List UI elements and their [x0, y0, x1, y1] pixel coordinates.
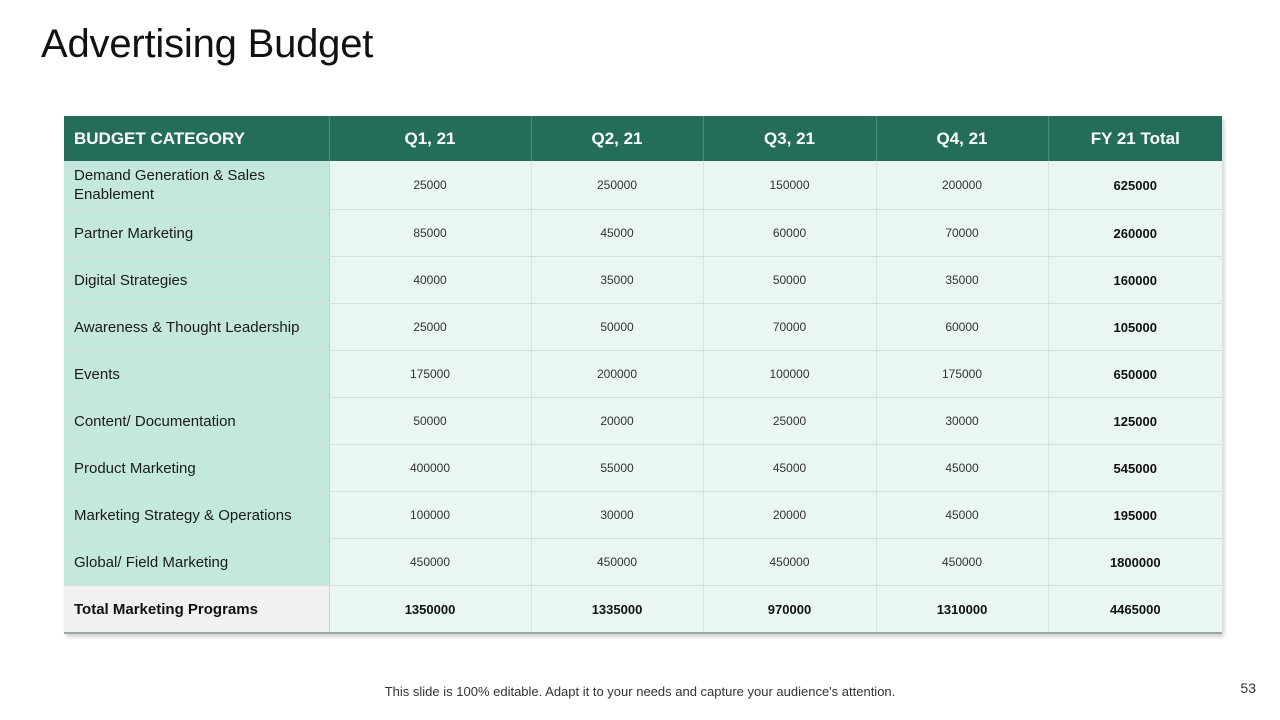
cell-q4: 200000: [876, 161, 1048, 210]
header-q1: Q1, 21: [329, 116, 531, 161]
table-row: [64, 539, 1222, 586]
table-row: [64, 304, 1222, 351]
cell-q1: 25000: [329, 161, 531, 210]
row-category: Marketing Strategy & Operations: [64, 492, 329, 539]
cell-q4: 30000: [876, 398, 1048, 445]
cell-q2: 35000: [531, 257, 703, 304]
table-header-row: [64, 116, 1222, 161]
page-number: 53: [1240, 680, 1256, 696]
cell-q1: 450000: [329, 539, 531, 586]
cell-fy-total: 125000: [1048, 398, 1222, 445]
header-q2: Q2, 21: [531, 116, 703, 161]
row-category: Digital Strategies: [64, 257, 329, 304]
cell-fy-total: 1800000: [1048, 539, 1222, 586]
cell-fy-total: 625000: [1048, 161, 1222, 210]
cell-fy-total: 105000: [1048, 304, 1222, 351]
cell-q2: 250000: [531, 161, 703, 210]
cell-q1: 85000: [329, 210, 531, 257]
cell-fy-total: 260000: [1048, 210, 1222, 257]
cell-q3: 450000: [703, 539, 876, 586]
cell-q4: 60000: [876, 304, 1048, 351]
total-q4: 1310000: [876, 586, 1048, 634]
cell-q3: 150000: [703, 161, 876, 210]
cell-q2: 200000: [531, 351, 703, 398]
total-q2: 1335000: [531, 586, 703, 634]
cell-q3: 100000: [703, 351, 876, 398]
cell-q4: 450000: [876, 539, 1048, 586]
cell-q4: 70000: [876, 210, 1048, 257]
cell-q2: 45000: [531, 210, 703, 257]
table-row: [64, 492, 1222, 539]
row-category: Awareness & Thought Leadership: [64, 304, 329, 351]
table-row: [64, 445, 1222, 492]
row-category: Partner Marketing: [64, 210, 329, 257]
cell-fy-total: 195000: [1048, 492, 1222, 539]
row-category: Product Marketing: [64, 445, 329, 492]
cell-q2: 450000: [531, 539, 703, 586]
table-row: [64, 161, 1222, 210]
cell-q3: 20000: [703, 492, 876, 539]
cell-fy-total: 545000: [1048, 445, 1222, 492]
cell-q3: 25000: [703, 398, 876, 445]
cell-q2: 30000: [531, 492, 703, 539]
cell-q4: 45000: [876, 492, 1048, 539]
cell-q1: 50000: [329, 398, 531, 445]
totals-label: Total Marketing Programs: [64, 586, 329, 634]
cell-q1: 25000: [329, 304, 531, 351]
cell-q3: 60000: [703, 210, 876, 257]
cell-q1: 175000: [329, 351, 531, 398]
row-category: Demand Generation & Sales Enablement: [64, 161, 329, 210]
cell-q2: 55000: [531, 445, 703, 492]
cell-q3: 45000: [703, 445, 876, 492]
cell-q1: 400000: [329, 445, 531, 492]
cell-q3: 50000: [703, 257, 876, 304]
total-q3: 970000: [703, 586, 876, 634]
footer-note: This slide is 100% editable. Adapt it to your needs and capture your audience's attention.: [384, 684, 896, 699]
header-fy-total: FY 21 Total: [1048, 116, 1222, 161]
totals-row: [64, 586, 1222, 634]
cell-q1: 40000: [329, 257, 531, 304]
header-budget-category: BUDGET CATEGORY: [64, 116, 329, 161]
budget-table: [64, 116, 1222, 634]
total-fy: 4465000: [1048, 586, 1222, 634]
row-category: Events: [64, 351, 329, 398]
header-q4: Q4, 21: [876, 116, 1048, 161]
cell-q2: 50000: [531, 304, 703, 351]
table-row: [64, 351, 1222, 398]
table-row: [64, 257, 1222, 304]
cell-fy-total: 160000: [1048, 257, 1222, 304]
slide-title: Advertising Budget: [41, 22, 374, 66]
cell-q4: 175000: [876, 351, 1048, 398]
row-category: Global/ Field Marketing: [64, 539, 329, 586]
header-q3: Q3, 21: [703, 116, 876, 161]
cell-q3: 70000: [703, 304, 876, 351]
row-category: Content/ Documentation: [64, 398, 329, 445]
budget-table-container: [64, 116, 1222, 634]
table-row: [64, 210, 1222, 257]
cell-fy-total: 650000: [1048, 351, 1222, 398]
cell-q2: 20000: [531, 398, 703, 445]
cell-q1: 100000: [329, 492, 531, 539]
table-row: [64, 398, 1222, 445]
total-q1: 1350000: [329, 586, 531, 634]
cell-q4: 35000: [876, 257, 1048, 304]
cell-q4: 45000: [876, 445, 1048, 492]
